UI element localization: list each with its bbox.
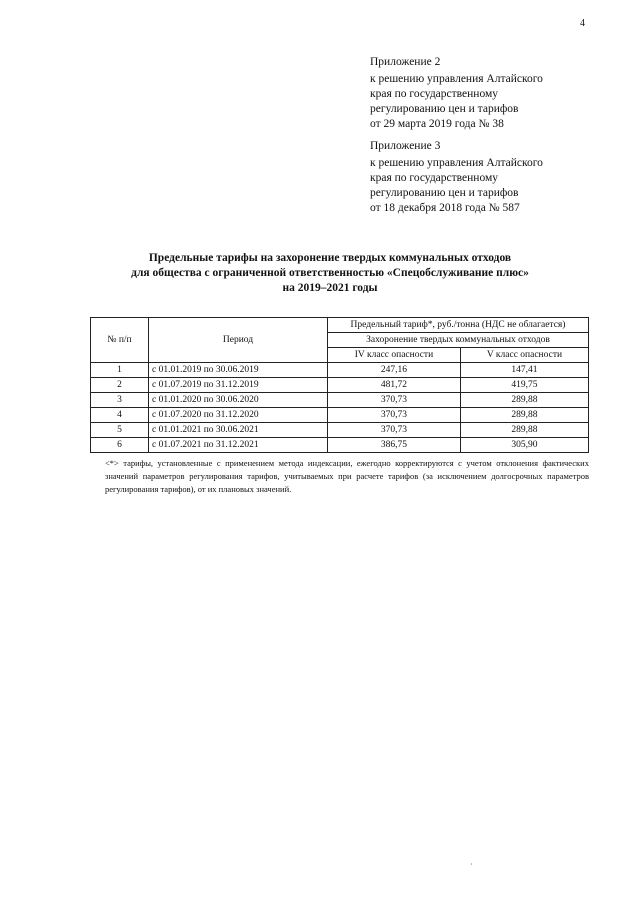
table-row: [91, 363, 589, 378]
cell-num: 3: [91, 393, 149, 408]
appendix-2-line: края по государственному: [370, 88, 498, 100]
cell-num: 1: [91, 363, 149, 378]
cell-class5: 289,88: [460, 393, 588, 408]
cell-class5: 289,88: [460, 408, 588, 423]
appendix-2-heading: Приложение 2: [370, 56, 441, 68]
cell-num: 4: [91, 408, 149, 423]
header-class4: IV класс опасности: [328, 348, 461, 363]
table-row: [91, 393, 589, 408]
appendix-2-line: к решению управления Алтайского: [370, 73, 543, 85]
cell-class5: 289,88: [460, 423, 588, 438]
cell-class5: 305,90: [460, 438, 588, 453]
cell-class5: 419,75: [460, 378, 588, 393]
header-num: № п/п: [91, 318, 149, 363]
appendix-2-line: регулированию цен и тарифов: [370, 103, 519, 115]
header-subgroup: Захоронение твердых коммунальных отходов: [328, 333, 589, 348]
table-row: [91, 438, 589, 453]
title-line: на 2019–2021 годы: [282, 282, 378, 294]
cell-class4: 370,73: [328, 423, 461, 438]
cell-period: с 01.07.2019 по 31.12.2019: [149, 378, 328, 393]
tariff-table: [90, 317, 589, 453]
appendix-3-line: регулированию цен и тарифов: [370, 187, 519, 199]
cell-class4: 370,73: [328, 408, 461, 423]
cell-period: с 01.01.2019 по 30.06.2019: [149, 363, 328, 378]
cell-class4: 481,72: [328, 378, 461, 393]
table-row: [91, 408, 589, 423]
cell-class4: 247,16: [328, 363, 461, 378]
cell-num: 2: [91, 378, 149, 393]
title-line: Предельные тарифы на захоронение твердых коммунальных отходов: [148, 252, 512, 264]
stray-mark: ·: [470, 860, 473, 869]
header-tariff-group: Предельный тариф*, руб./тонна (НДС не облагается): [328, 318, 589, 333]
page-number: 4: [580, 18, 585, 29]
header-period: Период: [149, 318, 328, 363]
appendix-3-line: от 18 декабря 2018 года № 587: [370, 202, 520, 214]
cell-num: 5: [91, 423, 149, 438]
table-row: [91, 378, 589, 393]
appendix-3-line: к решению управления Алтайского: [370, 157, 543, 169]
appendix-3-block: [370, 139, 610, 216]
cell-class4: 370,73: [328, 393, 461, 408]
appendix-3-line: края по государственному: [370, 172, 498, 184]
appendix-2-block: [370, 55, 610, 132]
appendix-2-line: от 29 марта 2019 года № 38: [370, 118, 504, 130]
cell-num: 6: [91, 438, 149, 453]
title-line: для общества с ограниченной ответственностью «Спецобслуживание плюс»: [131, 267, 529, 279]
cell-period: с 01.07.2020 по 31.12.2020: [149, 408, 328, 423]
cell-period: с 01.01.2020 по 30.06.2020: [149, 393, 328, 408]
footnote: <*> тарифы, установленные с применением метода индексации, ежегодно корректируются с учетом отклонения фактических значений параметров регулирования тарифов, учитываемых при расчете тарифов (за исключением долгосрочных параметров регулирования тарифов), от их плановых значений.: [105, 458, 589, 494]
header-class5: V класс опасности: [460, 348, 588, 363]
cell-class5: 147,41: [460, 363, 588, 378]
table-row: [91, 423, 589, 438]
document-title: [80, 251, 580, 296]
cell-period: с 01.01.2021 по 30.06.2021: [149, 423, 328, 438]
cell-period: с 01.07.2021 по 31.12.2021: [149, 438, 328, 453]
appendix-3-heading: Приложение 3: [370, 140, 441, 152]
cell-class4: 386,75: [328, 438, 461, 453]
